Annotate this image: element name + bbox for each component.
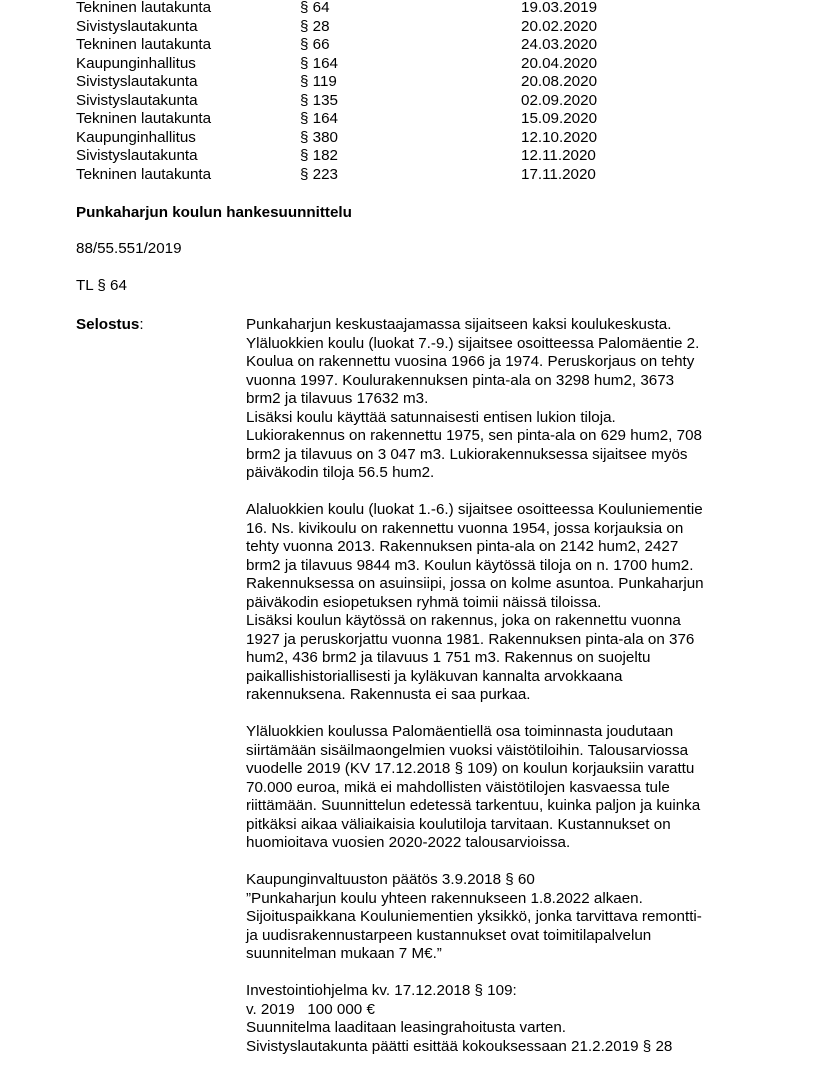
text-line: vuodelle 2019 (KV 17.12.2018 § 109) on koulun korjauksiin varattu: [246, 760, 695, 777]
history-date: 20.02.2020: [521, 17, 598, 35]
section-label-colon: :: [139, 316, 144, 333]
history-date: 02.09.2020: [521, 91, 598, 109]
history-date: 15.09.2020: [521, 110, 598, 127]
paragraph: [246, 982, 746, 1056]
text-line: 70.000 euroa, mikä ei mahdollisten väistötilojen kasvaessa tule: [246, 778, 670, 796]
text-line: pitkäksi aikaa väliaikaisia koulutiloja tarvitaan. Kustannukset on: [246, 815, 671, 833]
history-section: § 164: [300, 110, 339, 127]
paragraph: [246, 316, 746, 483]
history-section: § 380: [300, 128, 339, 146]
history-section: § 66: [300, 36, 330, 53]
text-line: Sijoituspaikkana Kouluniementien yksikkö, jonka tarvittava remontti-: [246, 908, 702, 925]
text-line: Lisäksi koulun käytössä on rakennus, joka on rakennettu vuonna: [246, 612, 681, 629]
explanation-body: [246, 316, 746, 1075]
section-label: [76, 316, 144, 334]
text-line: ”Punkaharjun koulu yhteen rakennukseen 1.8.2022 alkaen.: [246, 889, 643, 907]
text-line: Yläluokkien koulu (luokat 7.-9.) sijaitsee osoitteessa Palomäentie 2.: [246, 334, 700, 352]
text-line: 16. Ns. kivikoulu on rakennettu vuonna 1954, jossa korjauksia on: [246, 519, 684, 537]
history-body: Sivistyslautakunta: [76, 91, 198, 109]
text-line: brm2 ja tilavuus 9844 m3. Koulun käytössä tiloja on n. 1700 hum2.: [246, 556, 694, 574]
text-line: Suunnitelma laaditaan leasingrahoitusta varten.: [246, 1019, 566, 1036]
history-body: Kaupunginhallitus: [76, 54, 196, 72]
text-line: v. 2019 100 000 €: [246, 1000, 375, 1018]
text-line: Yläluokkien koulussa Palomäentiellä osa toiminnasta joudutaan: [246, 723, 674, 740]
history-date: 12.11.2020: [521, 147, 596, 164]
text-line: Rakennuksessa on asuinsiipi, jossa on kolme asuntoa. Punkaharjun: [246, 575, 704, 592]
history-date: 12.10.2020: [521, 128, 598, 146]
text-line: brm2 ja tilavuus 17632 m3.: [246, 390, 429, 407]
text-line: 1927 ja peruskorjattu vuonna 1981. Rakennuksen pinta-ala on 376: [246, 630, 695, 648]
history-body: Tekninen lautakunta: [76, 0, 212, 16]
text-line: rakennuksena. Rakennusta ei saa purkaa.: [246, 686, 531, 703]
history-section: § 135: [300, 91, 339, 109]
text-line: Alaluokkien koulu (luokat 1.-6.) sijaitsee osoitteessa Kouluniementie: [246, 501, 703, 518]
text-line: paikallishistoriallisesti ja kyläkuvan kannalta arvokkaana: [246, 667, 623, 685]
paragraph: [246, 871, 746, 964]
history-body: Tekninen lautakunta: [76, 36, 212, 53]
history-date: 24.03.2020: [521, 36, 598, 53]
text-line: päiväkodin tiloja 56.5 hum2.: [246, 464, 435, 481]
diary-number: 88/55.551/2019: [76, 240, 182, 257]
history-body: Sivistyslautakunta: [76, 17, 198, 35]
history-date: 19.03.2019: [521, 0, 598, 16]
history-body: Tekninen lautakunta: [76, 165, 212, 183]
paragraph: [246, 723, 746, 853]
text-line: riittämään. Suunnittelun edetessä tarkentuu, kuinka paljon ja kuinka: [246, 797, 701, 814]
document-title: Punkaharjun koulun hankesuunnittelu: [76, 204, 352, 221]
history-date: 20.08.2020: [521, 73, 598, 90]
section-label-text: Selostus: [76, 316, 140, 333]
text-line: brm2 ja tilavuus on 3 047 m3. Lukiorakennuksessa sijaitsee myös: [246, 445, 688, 463]
text-line: Lukiorakennus on rakennettu 1975, sen pinta-ala on 629 hum2, 708: [246, 427, 702, 444]
text-line: Investointiohjelma kv. 17.12.2018 § 109:: [246, 982, 517, 999]
text-line: siirtämään sisäilmaongelmien vuoksi väistötiloihin. Talousarviossa: [246, 741, 689, 759]
text-line: tehty vuonna 2013. Rakennuksen pinta-ala on 2142 hum2, 2427: [246, 538, 679, 555]
history-section: § 223: [300, 165, 339, 183]
history-section: § 182: [300, 147, 339, 164]
history-date: 17.11.2020: [521, 165, 596, 183]
history-date: 20.04.2020: [521, 54, 598, 72]
section-reference: TL § 64: [76, 277, 127, 294]
text-line: ja uudisrakennustarpeen kustannukset ovat toimitilapalvelun: [246, 926, 652, 944]
text-line: päiväkodin esiopetuksen ryhmä toimii näissä tiloissa.: [246, 593, 602, 611]
history-body: Tekninen lautakunta: [76, 110, 212, 127]
text-line: Sivistyslautakunta päätti esittää kokouksessaan 21.2.2019 § 28: [246, 1037, 673, 1055]
history-section: § 164: [300, 54, 339, 72]
text-line: Punkaharjun keskustaajamassa sijaitseen kaksi koulukeskusta.: [246, 316, 672, 333]
history-body: Sivistyslautakunta: [76, 73, 198, 90]
history-section: § 28: [300, 17, 330, 35]
paragraph: [246, 501, 746, 705]
text-line: suunnitelman mukaan 7 M€.”: [246, 945, 442, 962]
text-line: vuonna 1997. Koulurakennuksen pinta-ala on 3298 hum2, 3673: [246, 371, 675, 389]
text-line: Kaupunginvaltuuston päätös 3.9.2018 § 60: [246, 871, 535, 888]
text-line: hum2, 436 brm2 ja tilavuus 1 751 m3. Rakennus on suojeltu: [246, 649, 651, 666]
history-body: Sivistyslautakunta: [76, 147, 198, 164]
text-line: Lisäksi koulu käyttää satunnaisesti entisen lukion tiloja.: [246, 408, 616, 426]
text-line: huomioitava vuosien 2020-2022 talousarvioissa.: [246, 834, 571, 851]
history-section: § 64: [300, 0, 330, 16]
history-section: § 119: [300, 73, 337, 90]
text-line: Koulua on rakennettu vuosina 1966 ja 1974. Peruskorjaus on tehty: [246, 353, 695, 370]
history-body: Kaupunginhallitus: [76, 128, 196, 146]
